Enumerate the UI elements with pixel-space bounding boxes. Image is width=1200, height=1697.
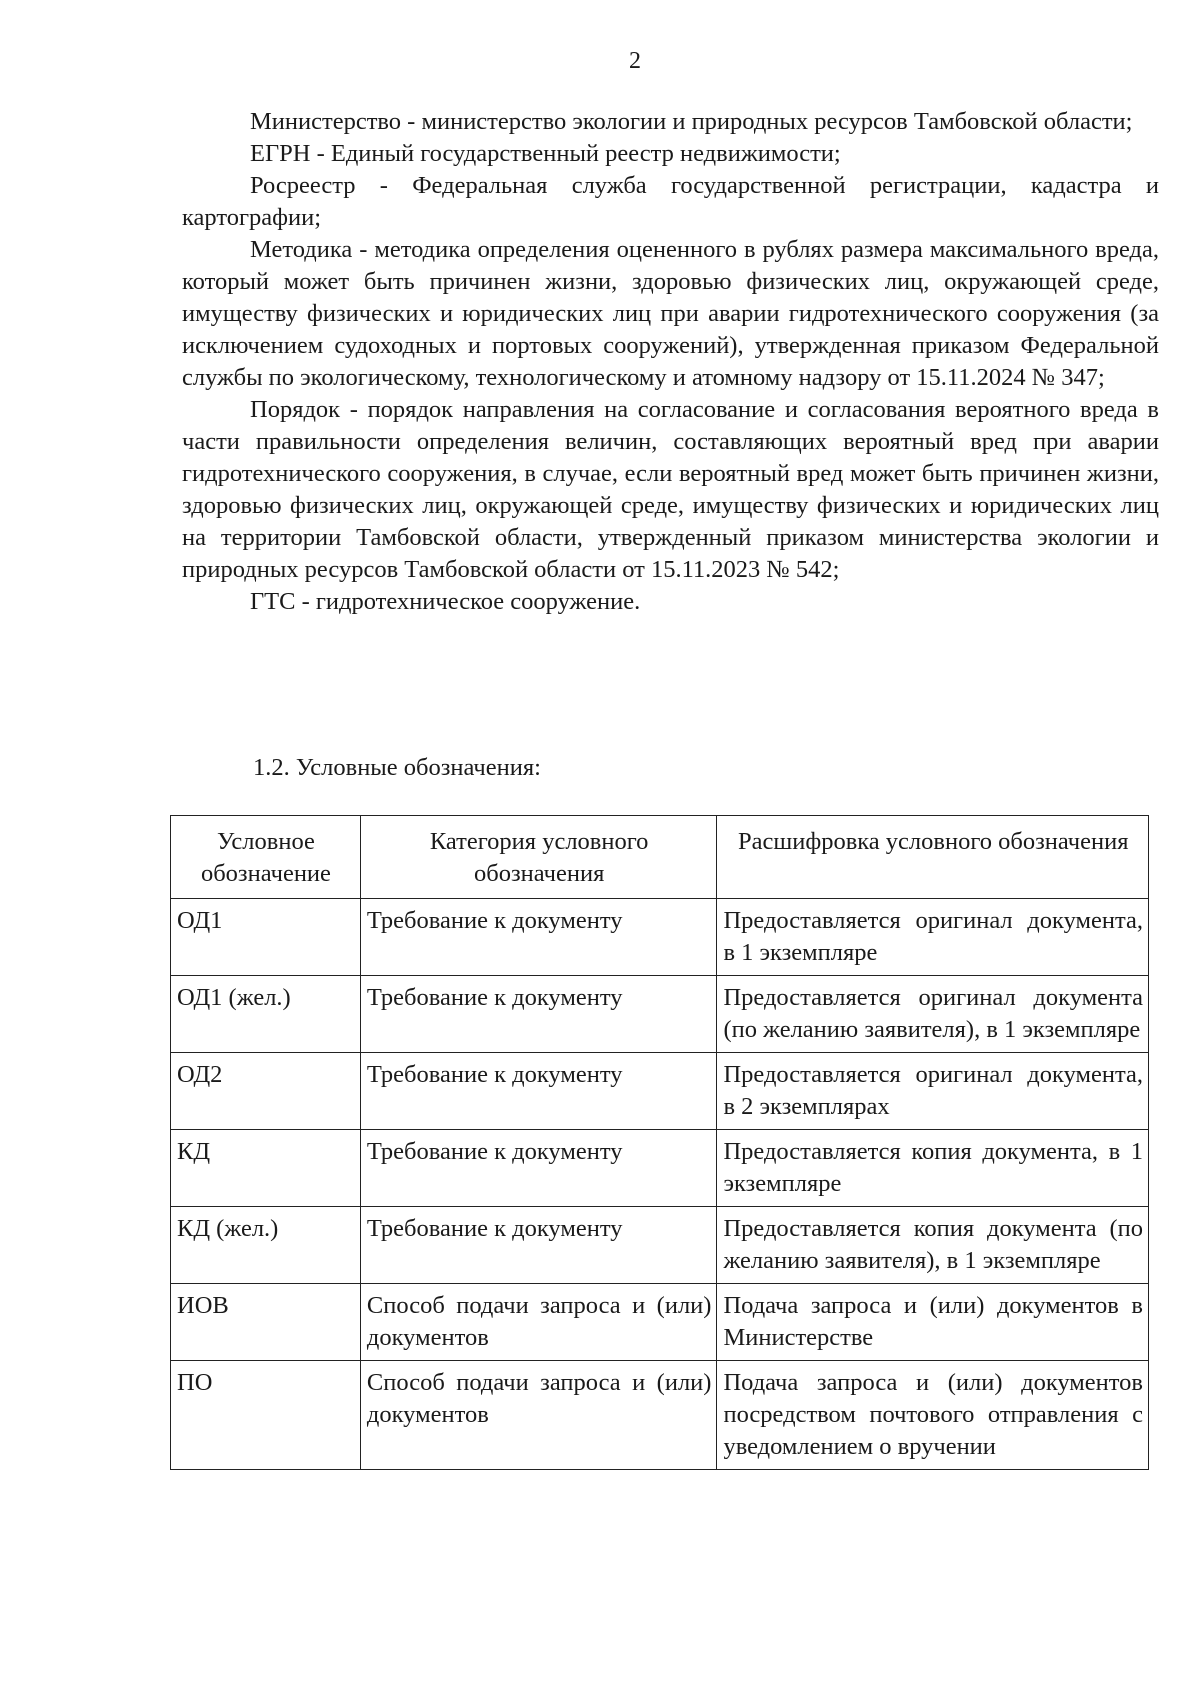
- cell-symbol: КД (жел.): [171, 1207, 361, 1284]
- cell-decoding: Подача запроса и (или) документов в Министерстве: [717, 1284, 1149, 1361]
- table-row: [171, 1284, 1149, 1361]
- definition-egrn: ЕГРН - Единый государственный реестр недвижимости;: [250, 140, 841, 167]
- cell-symbol: ПО: [171, 1361, 361, 1470]
- header-decoding: Расшифровка условного обозначения: [717, 816, 1149, 899]
- table-row: [171, 1361, 1149, 1470]
- cell-symbol: ИОВ: [171, 1284, 361, 1361]
- definitions-block: [182, 106, 1159, 618]
- notation-table: [170, 815, 1149, 1470]
- table-header-row: [171, 816, 1149, 899]
- definition-ministry: Министерство - министерство экологии и природных ресурсов Тамбовской области;: [250, 108, 1133, 135]
- table-row: [171, 976, 1149, 1053]
- cell-category: Требование к документу: [360, 1053, 717, 1130]
- page-number: 2: [629, 48, 641, 74]
- section-heading: 1.2. Условные обозначения:: [253, 754, 541, 781]
- cell-category: Способ подачи запроса и (или) документов: [360, 1361, 717, 1470]
- header-symbol: Условное обозначение: [171, 816, 361, 899]
- header-category: Категория условного обозначения: [360, 816, 717, 899]
- cell-decoding: Предоставляется оригинал документа (по желанию заявителя), в 1 экземпляре: [717, 976, 1149, 1053]
- cell-symbol: ОД1: [171, 899, 361, 976]
- cell-decoding: Подача запроса и (или) документов посредством почтового отправления с уведомлением о вручении: [717, 1361, 1149, 1470]
- cell-decoding: Предоставляется оригинал документа, в 2 экземплярах: [717, 1053, 1149, 1130]
- cell-symbol: ОД1 (жел.): [171, 976, 361, 1053]
- definition-methodology: Методика - методика определения оцененного в рублях размера максимального вреда, который может быть причинен жизни, здоровью физических лиц, окружающей среде, имуществу физических и юридических лиц при аварии гидротехнического сооружения (за исключением судоходных и портовых сооружений), утвержденная приказом Федеральной службы по экологическому, технологическому и атомному надзору от 15.11.2024 № 347;: [182, 236, 1159, 391]
- cell-category: Требование к документу: [360, 1130, 717, 1207]
- cell-symbol: ОД2: [171, 1053, 361, 1130]
- cell-category: Требование к документу: [360, 976, 717, 1053]
- table-row: [171, 1053, 1149, 1130]
- table-row: [171, 899, 1149, 976]
- definition-gts: ГТС - гидротехническое сооружение.: [250, 588, 641, 615]
- cell-category: Требование к документу: [360, 1207, 717, 1284]
- cell-decoding: Предоставляется копия документа, в 1 экземпляре: [717, 1130, 1149, 1207]
- table-row: [171, 1130, 1149, 1207]
- cell-category: Требование к документу: [360, 899, 717, 976]
- table-row: [171, 1207, 1149, 1284]
- definition-rosreestr: Росреестр - Федеральная служба государственной регистрации, кадастра и картографии;: [182, 172, 1159, 231]
- cell-decoding: Предоставляется оригинал документа, в 1 экземпляре: [717, 899, 1149, 976]
- definition-procedure: Порядок - порядок направления на согласование и согласования вероятного вреда в части правильности определения величин, составляющих вероятный вред при аварии гидротехнического сооружения, в случае, если вероятный вред может быть причинен жизни, здоровью физических лиц, окружающей среде, имуществу физических и юридических лиц на территории Тамбовской области, утвержденный приказом министерства экологии и природных ресурсов Тамбовской области от 15.11.2023 № 542;: [182, 396, 1159, 583]
- cell-symbol: КД: [171, 1130, 361, 1207]
- cell-decoding: Предоставляется копия документа (по желанию заявителя), в 1 экземпляре: [717, 1207, 1149, 1284]
- cell-category: Способ подачи запроса и (или) документов: [360, 1284, 717, 1361]
